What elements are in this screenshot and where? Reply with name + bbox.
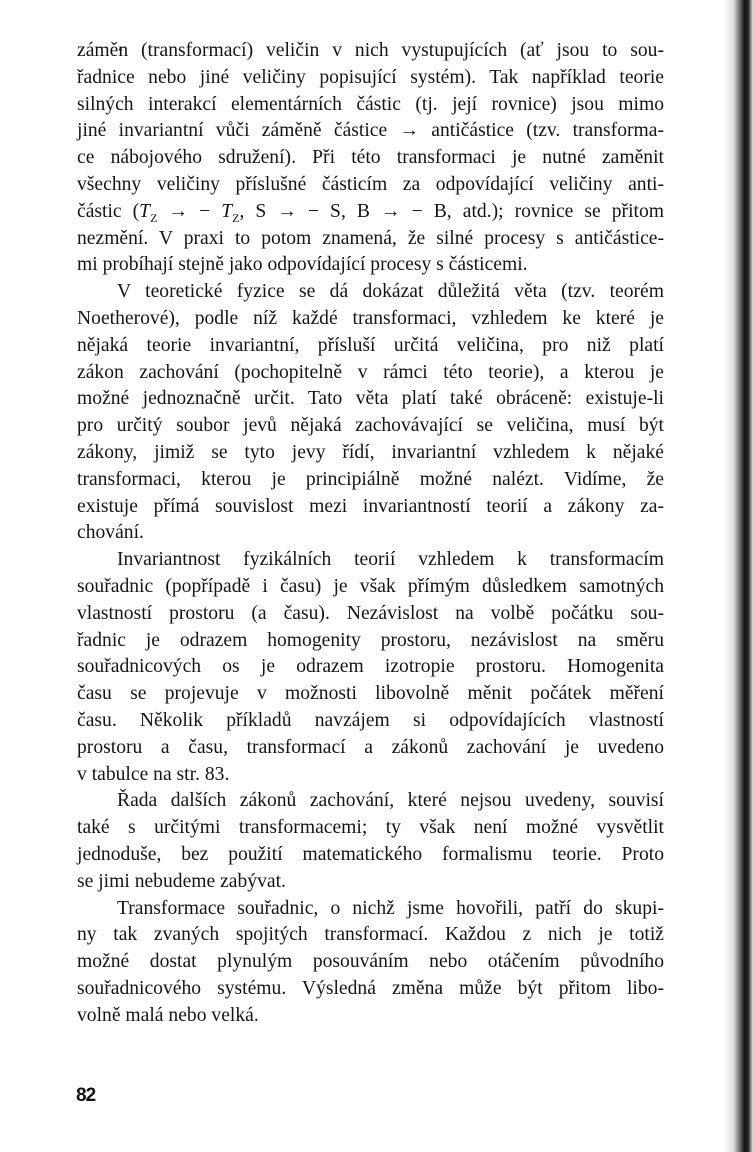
text-line: mi probíhají stejně jako odpovídající procesy s částicemi.: [77, 254, 528, 276]
text-line: zákony, jimiž se tyto jevy řídí, invariantní vzhledem k nějaké: [77, 441, 664, 463]
paragraph: [77, 547, 664, 788]
text-line: chování.: [77, 522, 144, 544]
text-line: volně malá nebo velká.: [77, 1004, 259, 1026]
paragraph: [77, 788, 664, 895]
text-line: se jimi nebudeme zabývat.: [77, 870, 286, 892]
text-line: existuje přímá souvislost mezi invariantností teorií a zákony za-: [77, 495, 664, 517]
math-subscript-z: Z: [150, 210, 158, 225]
text-line: záměn (transformací) veličin v nich vystupujících (ať jsou to sou-: [77, 40, 664, 61]
text-line: v tabulce na str. 83.: [77, 763, 230, 785]
text-line: částic ($T_Z$ → − $T_Z$, S → − S, B → − B, atd.); rovnice se přitom: [77, 200, 664, 225]
text-line: zákon zachování (pochopitelně v rámci této teorie), a kterou je: [77, 361, 664, 383]
text-line: Invariantnost fyzikálních teorií vzhledem k transformacím: [117, 549, 664, 571]
math-symbol-t: T: [139, 200, 151, 222]
text-line: času se projevuje v možnosti libovolně měnit počátek měření: [77, 683, 664, 705]
page-binding-edge: [723, 0, 753, 1152]
text-line: všechny veličiny příslušné částicím za odpovídající veličiny anti-: [77, 173, 664, 195]
text-line: řadnice nebo jiné veličiny popisující systém). Tak například teorie: [77, 66, 664, 88]
text-line: jiné invariantní vůči záměně částice → antičástice (tzv. transforma-: [77, 120, 664, 142]
text-line: vlastností prostoru (a času). Nezávislost na volbě počátku sou-: [77, 602, 664, 624]
text-line: V teoretické fyzice se dá dokázat důležitá věta (tzv. teorém: [117, 281, 664, 303]
text-line: souřadnicového systému. Výsledná změna může být přitom libo-: [77, 977, 664, 999]
text-line: času. Několik příkladů navzájem si odpovídajících vlastností: [77, 709, 664, 731]
text-line: jednoduše, bez použití matematického formalismu teorie. Proto: [77, 843, 664, 865]
text-line: pro určitý soubor jevů nějaká zachovávající se veličina, musí být: [77, 415, 664, 437]
page-number: 82: [76, 1085, 96, 1106]
math-symbol-t: T: [221, 200, 233, 222]
text-line: řadnic je odrazem homogenity prostoru, nezávislost na směru: [77, 629, 664, 651]
text-line: silných interakcí elementárních částic (tj. její rovnice) jsou mimo: [77, 93, 664, 115]
text-line: Řada dalších zákonů zachování, které nejsou uvedeny, souvisí: [117, 790, 664, 812]
text-line: Transformace souřadnic, o nichž jsme hovořili, patří do skupi-: [117, 897, 664, 919]
text-line: souřadnicových os je odrazem izotropie prostoru. Homogenita: [77, 656, 664, 678]
text-line: ce nábojového sdružení). Při této transformaci je nutné zaměnit: [77, 147, 664, 169]
text-line: nějaká teorie invariantní, přísluší určitá veličina, pro niž platí: [77, 334, 664, 356]
text-line: souřadnic (popřípadě i času) je však přímým důsledkem samotných: [77, 575, 664, 597]
text-line: Noetherové), podle níž každé transformaci, vzhledem ke které je: [77, 307, 664, 329]
paragraph: [77, 896, 664, 1030]
paragraph: [77, 38, 664, 279]
paragraph: [77, 279, 664, 547]
math-subscript-z: Z: [232, 210, 240, 225]
text-line: také s určitými transformacemi; ty však není možné vysvětlit: [77, 817, 664, 839]
text-line: transformaci, kterou je principiálně možné nalézt. Vidíme, že: [77, 468, 664, 490]
text-line: možné dostat plynulým posouváním nebo otáčením původního: [77, 951, 664, 973]
text-line: prostoru a času, transformací a zákonů zachování je uvedeno: [77, 736, 664, 758]
text-line: možné jednoznačně určit. Tato věta platí také obráceně: existuje-li: [77, 388, 664, 410]
text-line: ny tak zvaných spojitých transformací. Každou z nich je totiž: [77, 924, 664, 946]
text-line: nezmění. V praxi to potom znamená, že silné procesy s antičástice-: [77, 227, 664, 249]
body-text: [77, 38, 664, 1029]
